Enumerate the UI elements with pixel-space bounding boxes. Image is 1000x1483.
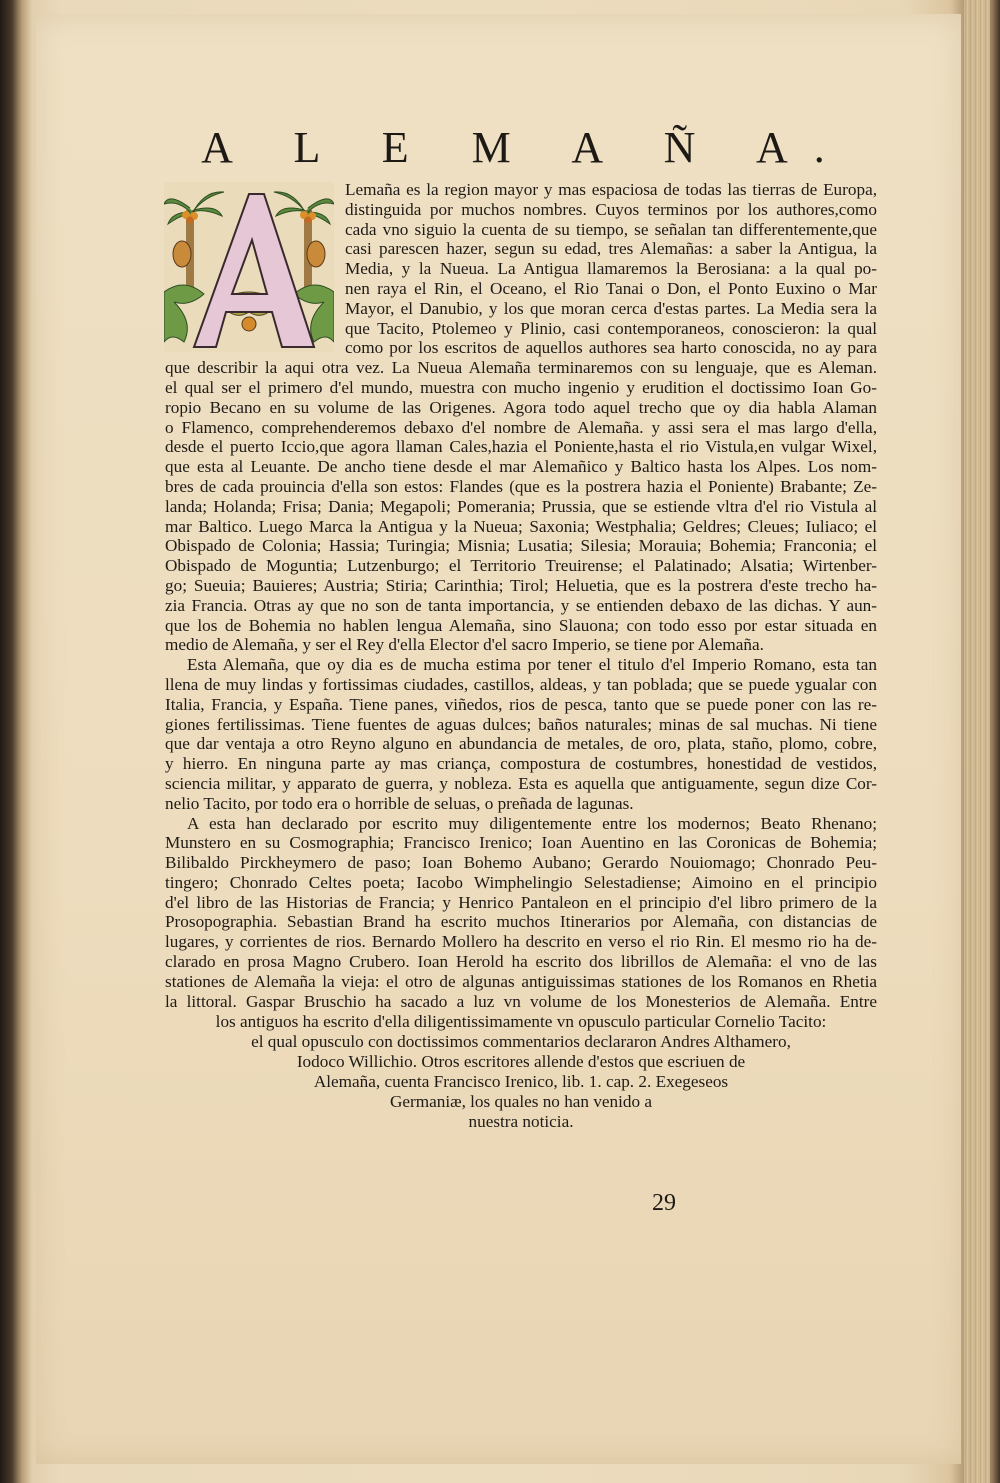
text-line: mar Baltico. Luego Marca la Antigua y la Nueua; Saxonia; Westphalia; Geldres; Cleues; Iuliaco; el xyxy=(165,516,877,536)
text-line: la littoral. Gaspar Bruschio ha sacado a luz vn volume de los Monesterios de Alemaña. Entre xyxy=(165,991,877,1011)
text-line: desde el puerto Iccio,que agora llaman Cales,hazia el Poniente,hasta el rio Vistula,en vulgar Wixel, xyxy=(165,437,877,457)
text-line: como por los escritos de aquellos authores sea harto conoscida, no ay para xyxy=(345,338,877,358)
text-line: que describir la aqui otra vez. La Nueua Alemaña terminaremos con su lenguaje, que es Aleman. xyxy=(165,358,877,378)
text-line: Obispado de Moguntia; Lutzenburgo; el Territorio Treuirense; el Palatinado; Alsatia; Wirtenber- xyxy=(165,556,877,576)
text-line: Obispado de Colonia; Hassia; Turingia; Misnia; Lusatia; Silesia; Morauia; Bohemia; Franconia; el xyxy=(165,536,877,556)
text-line: nelio Tacito, por todo era o horrible de seluas, o preñada de lagunas. xyxy=(165,793,634,813)
text-line: distinguida por muchos nombres. Cuyos terminos por los authores,como xyxy=(345,199,877,219)
text-line: stationes de Alemaña la vieja: el otro de algunas antiguissimas stationes de los Romanos en Rhetia xyxy=(165,971,877,991)
text-line: y hierro. En ninguna parte ay mas criança, compostura de costumbres, honestidad de vestidos, xyxy=(165,754,877,774)
text-line: que esta al Leuante. De ancho tiene desde el mar Alemañico y Baltico hasta los Alpes. Los nom- xyxy=(165,457,877,477)
text-line: d'el libro de las Historias de Francia; y Henrico Pantaleon en el principio d'el libro primero de la xyxy=(165,892,877,912)
text-line: zia Francia. Otras ay que no son de tanta importancia, y se entienden debaxo de las dichas. Y aun- xyxy=(165,595,877,615)
text-line: Media, y la Nueua. La Antigua llamaremos la Berosiana: a la qual po- xyxy=(345,259,877,279)
text-line-tail: Alemaña, cuenta Francisco Irenico, lib. 1. cap. 2. Exegeseos xyxy=(313,1072,729,1091)
text-line: go; Sueuia; Bauieres; Austria; Stiria; Carinthia; Tirol; Heluetia, que es la postrera d'este trecho ha- xyxy=(165,575,877,595)
text-line: ropio Becano en su volume de las Origenes. Agora todo aquel trecho que oy dia habla Alaman xyxy=(165,397,877,417)
text-line: Bilibaldo Pirckheymero de paso; Ioan Bohemo Aubano; Gerardo Nouiomago; Chonrado Peu- xyxy=(165,853,877,873)
text-line: Esta Alemaña, que oy dia es de mucha estima por tener el titulo d'el Imperio Romano, esta tan xyxy=(187,655,877,675)
text-line: nen raya el Rin, el Oceano, el Rio Tanai o Don, el Ponto Euxino o Mar xyxy=(345,278,877,298)
text-line-tail: Germaniæ, los quales no han venido a xyxy=(389,1092,653,1111)
text-line: Lemaña es la region mayor y mas espaciosa de todas las tierras de Europa, xyxy=(345,180,877,199)
text-line: cada vno siguio la cuenta de su tiempo, se señalan tan differentemente,que xyxy=(345,219,877,239)
text-line: el qual ser el primero d'el mundo, muestra con mucho ingenio y erudition el doctissimo Ioan Go- xyxy=(165,377,877,397)
text-line: clarado en prosa Magno Crubero. Ioan Herold ha escrito dos librillos de Alemaña: el vno de las xyxy=(165,952,877,972)
text-line: Prosopographia. Sebastian Brand ha escrito muchos Itinerarios por Alemaña, con distancias de xyxy=(165,912,877,932)
page-title: A L E M A Ñ A. xyxy=(201,123,851,172)
text-line: que Tacito, Ptolemeo y Plinio, casi contemporaneos, conoscieron: la qual xyxy=(345,318,877,338)
text-line: llena de muy lindas y fortissimas ciudades, castillos, aldeas, y tan poblada; que se puede ygualar con xyxy=(165,674,877,694)
text-line: giones fertilissimas. Tiene fuentes de aguas dulces; baños naturales; minas de sal muchas. Ni tiene xyxy=(165,714,877,734)
text-line: landa; Holanda; Frisa; Dania; Megapoli; Pomerania; Prussia, que se estiende vltra d'el rio Vistula al xyxy=(165,496,877,516)
main-text xyxy=(165,180,877,1011)
text-line-tail: nuestra noticia. xyxy=(468,1112,574,1131)
text-line-tail: los antiguos ha escrito d'ella diligentissimamente vn opusculo particular Cornelio Tacito: xyxy=(215,1012,827,1031)
text-line: casi parescen hazer, segun su edad, tres Alemañas: a saber la Antigua, la xyxy=(345,239,877,259)
text-line: tingero; Chonrado Celtes poeta; Iacobo Wimphelingio Selestadiense; Aimoino en el principio xyxy=(165,872,877,892)
text-line: Mayor, el Danubio, y los que moran cerca d'estas partes. La Media sera la xyxy=(345,298,877,318)
text-line: Italia, Francia, y España. Tiene panes, viñedos, rios de pesca, tanto que se puede poner con las re- xyxy=(165,694,877,714)
text-line: medio de Alemaña, y ser el Rey d'ella Elector d'el sacro Imperio, se tiene por Alemaña. xyxy=(165,635,764,655)
page-edges xyxy=(964,0,990,1483)
text-line-tail: Iodoco Willichio. Otros escritores allende d'estos que escriuen de xyxy=(296,1052,746,1071)
text-line: sciencia militar, y apparato de guerra, y nobleza. Esta es aquella que antiguamente, segun dize Cor- xyxy=(165,773,877,793)
text-line: o Flamenco, comprehenderemos debaxo d'el nombre de Alemaña. y assi sera el mas largo d'ella, xyxy=(165,417,877,437)
text-line-tail: el qual opusculo con doctissimos commentarios declararon Andres Althamero, xyxy=(251,1032,791,1051)
text-line: A esta han declarado por escrito muy diligentemente entre los modernos; Beato Rhenano; xyxy=(187,813,877,833)
text-line: bres de cada prouincia d'ella son estos: Flandes (que es la postrera hazia el Poniente) Brabante; Ze- xyxy=(165,476,877,496)
text-line: que dar ventaja a otro Reyno alguno en abundancia de metales, de oro, plata, staño, plomo, cobre, xyxy=(165,734,877,754)
text-line: lugares, y corrientes de rios. Bernardo Mollero ha descrito en verso el rio Rin. El mesmo rio ha de- xyxy=(165,932,877,952)
text-line: Munstero en su Cosmographia; Francisco Irenico; Ioan Auentino en las Coronicas de Bohemia; xyxy=(165,833,877,853)
page-number: 29 xyxy=(652,1190,676,1216)
text-line: que los de Bohemia no hablen lengua Alemaña, sino Slauona; con todo esso por estar situada en xyxy=(165,615,877,635)
